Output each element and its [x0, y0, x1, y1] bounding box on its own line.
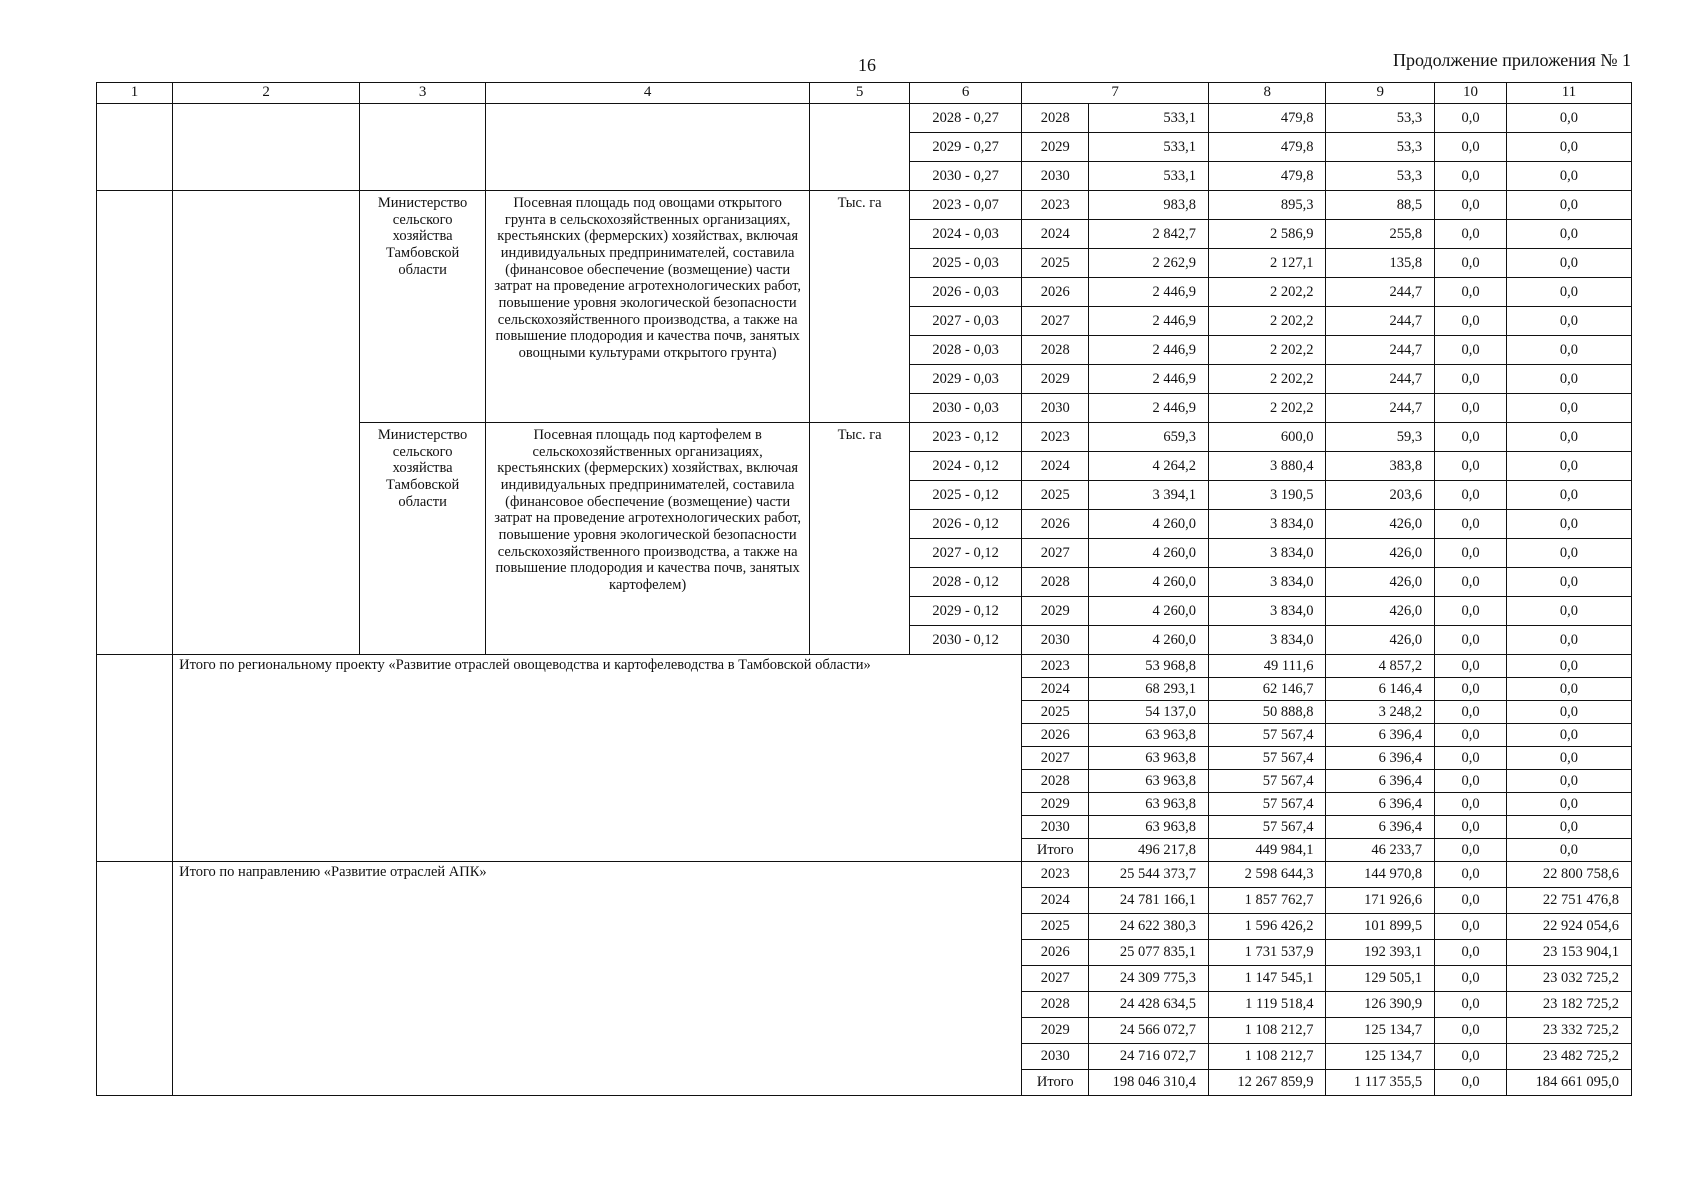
year-cell: 2027 [1022, 966, 1089, 992]
regional-cell: 6 396,4 [1326, 793, 1435, 816]
local-cell: 0,0 [1435, 568, 1507, 597]
other-cell: 0,0 [1506, 597, 1631, 626]
regional-cell: 53,3 [1326, 104, 1435, 133]
col-header-3: 3 [360, 83, 486, 104]
total-cell: 24 309 775,3 [1089, 966, 1209, 992]
cell-empty [810, 104, 910, 191]
table-row [97, 104, 1632, 133]
total-cell: 53 968,8 [1089, 655, 1209, 678]
year-cell: 2023 [1022, 862, 1089, 888]
total-direction-section [97, 862, 1632, 1096]
col-header-6: 6 [910, 83, 1022, 104]
regional-cell: 426,0 [1326, 510, 1435, 539]
plan-value-cell: 2026 - 0,03 [910, 278, 1022, 307]
regional-cell: 46 233,7 [1326, 839, 1435, 862]
federal-cell: 3 834,0 [1209, 539, 1326, 568]
regional-cell: 129 505,1 [1326, 966, 1435, 992]
indicator-cell: Посевная площадь под картофелем в сельскохозяйственных организациях, крестьянских (фермерских) хозяйствах, включая индивидуальных предпринимателей, составила (финансовое обеспечение (возмещение) части затрат на проведение агротехнологических работ, повышение уровня экологической безопасности сельскохозяйственного производства, а также на повышение плодородия и качества почв, занятых картофелем) [486, 423, 810, 655]
federal-cell: 2 202,2 [1209, 307, 1326, 336]
year-cell: 2028 [1022, 568, 1089, 597]
federal-cell: 2 202,2 [1209, 365, 1326, 394]
col-header-10: 10 [1435, 83, 1507, 104]
plan-value-cell: 2030 - 0,12 [910, 626, 1022, 655]
federal-cell: 1 108 212,7 [1209, 1044, 1326, 1070]
cell-empty [360, 104, 486, 191]
plan-value-cell: 2026 - 0,12 [910, 510, 1022, 539]
total-cell: 2 446,9 [1089, 307, 1209, 336]
other-cell: 23 153 904,1 [1506, 940, 1631, 966]
regional-cell: 53,3 [1326, 162, 1435, 191]
plan-value-cell: 2029 - 0,12 [910, 597, 1022, 626]
other-cell: 23 032 725,2 [1506, 966, 1631, 992]
other-cell: 0,0 [1506, 626, 1631, 655]
col-header-4: 4 [486, 83, 810, 104]
local-cell: 0,0 [1435, 220, 1507, 249]
plan-value-cell: 2025 - 0,03 [910, 249, 1022, 278]
regional-cell: 6 396,4 [1326, 816, 1435, 839]
unit-cell: Тыс. га [810, 423, 910, 655]
local-cell: 0,0 [1435, 839, 1507, 862]
total-cell: 24 566 072,7 [1089, 1018, 1209, 1044]
local-cell: 0,0 [1435, 597, 1507, 626]
total-cell: 63 963,8 [1089, 816, 1209, 839]
federal-cell: 2 586,9 [1209, 220, 1326, 249]
federal-cell: 895,3 [1209, 191, 1326, 220]
total-cell: 24 428 634,5 [1089, 992, 1209, 1018]
total-project-label: Итого по региональному проекту «Развитие отраслей овощеводства и картофелеводства в Тамбовской области» [173, 655, 1022, 862]
year-cell: 2025 [1022, 481, 1089, 510]
col-header-2: 2 [173, 83, 360, 104]
regional-cell: 135,8 [1326, 249, 1435, 278]
regional-cell: 3 248,2 [1326, 701, 1435, 724]
col-header-7: 7 [1022, 83, 1209, 104]
other-cell: 0,0 [1506, 816, 1631, 839]
total-cell: 2 446,9 [1089, 336, 1209, 365]
other-cell: 23 482 725,2 [1506, 1044, 1631, 1070]
other-cell: 0,0 [1506, 793, 1631, 816]
other-cell: 0,0 [1506, 747, 1631, 770]
local-cell: 0,0 [1435, 1044, 1507, 1070]
total-project-section [97, 655, 1632, 862]
table-row [97, 191, 1632, 220]
federal-cell: 1 731 537,9 [1209, 940, 1326, 966]
total-cell: 63 963,8 [1089, 793, 1209, 816]
other-cell: 0,0 [1506, 724, 1631, 747]
table-row [97, 655, 1632, 678]
local-cell: 0,0 [1435, 770, 1507, 793]
unit-cell: Тыс. га [810, 191, 910, 423]
regional-cell: 203,6 [1326, 481, 1435, 510]
year-cell: 2023 [1022, 655, 1089, 678]
federal-cell: 2 202,2 [1209, 278, 1326, 307]
cell-empty [97, 862, 173, 1096]
total-cell: 2 446,9 [1089, 394, 1209, 423]
local-cell: 0,0 [1435, 862, 1507, 888]
year-cell: 2027 [1022, 539, 1089, 568]
regional-cell: 4 857,2 [1326, 655, 1435, 678]
local-cell: 0,0 [1435, 365, 1507, 394]
federal-cell: 3 834,0 [1209, 568, 1326, 597]
cell-empty [173, 104, 360, 191]
federal-cell: 12 267 859,9 [1209, 1070, 1326, 1096]
year-cell: 2025 [1022, 249, 1089, 278]
local-cell: 0,0 [1435, 481, 1507, 510]
total-cell: 68 293,1 [1089, 678, 1209, 701]
local-cell: 0,0 [1435, 162, 1507, 191]
other-cell: 23 332 725,2 [1506, 1018, 1631, 1044]
year-cell: 2026 [1022, 940, 1089, 966]
cell-empty [486, 104, 810, 191]
regional-cell: 192 393,1 [1326, 940, 1435, 966]
other-cell: 22 924 054,6 [1506, 914, 1631, 940]
total-cell: 4 260,0 [1089, 539, 1209, 568]
year-cell: 2024 [1022, 220, 1089, 249]
col-header-8: 8 [1209, 83, 1326, 104]
regional-cell: 244,7 [1326, 365, 1435, 394]
other-cell: 0,0 [1506, 452, 1631, 481]
other-cell: 22 800 758,6 [1506, 862, 1631, 888]
regional-cell: 6 146,4 [1326, 678, 1435, 701]
federal-cell: 57 567,4 [1209, 747, 1326, 770]
local-cell: 0,0 [1435, 626, 1507, 655]
total-cell: 2 446,9 [1089, 278, 1209, 307]
cell-empty [173, 191, 360, 655]
year-cell: 2029 [1022, 597, 1089, 626]
federal-cell: 479,8 [1209, 133, 1326, 162]
year-cell: 2030 [1022, 816, 1089, 839]
total-cell: 533,1 [1089, 104, 1209, 133]
year-cell: 2026 [1022, 278, 1089, 307]
federal-cell: 50 888,8 [1209, 701, 1326, 724]
regional-cell: 171 926,6 [1326, 888, 1435, 914]
local-cell: 0,0 [1435, 1070, 1507, 1096]
col-header-9: 9 [1326, 83, 1435, 104]
year-cell: 2025 [1022, 701, 1089, 724]
other-cell: 0,0 [1506, 307, 1631, 336]
budget-table [96, 82, 1632, 1096]
local-cell: 0,0 [1435, 191, 1507, 220]
local-cell: 0,0 [1435, 747, 1507, 770]
other-cell: 0,0 [1506, 249, 1631, 278]
federal-cell: 57 567,4 [1209, 724, 1326, 747]
regional-cell: 383,8 [1326, 452, 1435, 481]
total-cell: 4 260,0 [1089, 626, 1209, 655]
year-cell: 2025 [1022, 914, 1089, 940]
regional-cell: 126 390,9 [1326, 992, 1435, 1018]
year-cell: 2026 [1022, 724, 1089, 747]
other-cell: 0,0 [1506, 539, 1631, 568]
year-cell: 2023 [1022, 423, 1089, 452]
regional-cell: 6 396,4 [1326, 724, 1435, 747]
plan-value-cell: 2030 - 0,03 [910, 394, 1022, 423]
plan-value-cell: 2023 - 0,12 [910, 423, 1022, 452]
federal-cell: 2 598 644,3 [1209, 862, 1326, 888]
other-cell: 0,0 [1506, 278, 1631, 307]
total-cell: 983,8 [1089, 191, 1209, 220]
total-cell: 2 842,7 [1089, 220, 1209, 249]
ministry-cell: Министерство сельского хозяйства Тамбовской области [360, 423, 486, 655]
total-cell: 198 046 310,4 [1089, 1070, 1209, 1096]
other-cell: 0,0 [1506, 162, 1631, 191]
year-cell: 2027 [1022, 307, 1089, 336]
federal-cell: 479,8 [1209, 104, 1326, 133]
federal-cell: 2 202,2 [1209, 336, 1326, 365]
regional-cell: 125 134,7 [1326, 1044, 1435, 1070]
cell-empty [97, 655, 173, 862]
year-cell: 2024 [1022, 678, 1089, 701]
total-cell: 496 217,8 [1089, 839, 1209, 862]
total-cell: 25 544 373,7 [1089, 862, 1209, 888]
regional-cell: 1 117 355,5 [1326, 1070, 1435, 1096]
total-cell: 25 077 835,1 [1089, 940, 1209, 966]
year-cell: 2029 [1022, 1018, 1089, 1044]
year-cell: 2028 [1022, 770, 1089, 793]
plan-value-cell: 2028 - 0,12 [910, 568, 1022, 597]
regional-cell: 88,5 [1326, 191, 1435, 220]
year-cell: 2030 [1022, 394, 1089, 423]
local-cell: 0,0 [1435, 133, 1507, 162]
total-cell: 4 264,2 [1089, 452, 1209, 481]
year-cell: Итого [1022, 1070, 1089, 1096]
regional-cell: 244,7 [1326, 307, 1435, 336]
other-cell: 0,0 [1506, 365, 1631, 394]
regional-cell: 53,3 [1326, 133, 1435, 162]
regional-cell: 6 396,4 [1326, 747, 1435, 770]
federal-cell: 57 567,4 [1209, 770, 1326, 793]
local-cell: 0,0 [1435, 249, 1507, 278]
year-cell: 2024 [1022, 452, 1089, 481]
cell-empty [97, 104, 173, 191]
local-cell: 0,0 [1435, 452, 1507, 481]
federal-cell: 1 147 545,1 [1209, 966, 1326, 992]
year-cell: 2029 [1022, 133, 1089, 162]
total-cell: 3 394,1 [1089, 481, 1209, 510]
year-cell: 2028 [1022, 336, 1089, 365]
regional-cell: 125 134,7 [1326, 1018, 1435, 1044]
other-cell: 0,0 [1506, 678, 1631, 701]
federal-cell: 2 127,1 [1209, 249, 1326, 278]
year-cell: Итого [1022, 839, 1089, 862]
federal-cell: 3 880,4 [1209, 452, 1326, 481]
local-cell: 0,0 [1435, 394, 1507, 423]
local-cell: 0,0 [1435, 510, 1507, 539]
other-cell: 0,0 [1506, 133, 1631, 162]
total-cell: 24 781 166,1 [1089, 888, 1209, 914]
local-cell: 0,0 [1435, 678, 1507, 701]
other-cell: 0,0 [1506, 481, 1631, 510]
local-cell: 0,0 [1435, 966, 1507, 992]
total-cell: 63 963,8 [1089, 747, 1209, 770]
plan-value-cell: 2029 - 0,03 [910, 365, 1022, 394]
regional-cell: 244,7 [1326, 336, 1435, 365]
federal-cell: 3 834,0 [1209, 597, 1326, 626]
indicator-cell: Посевная площадь под овощами открытого грунта в сельскохозяйственных организациях, крестьянских (фермерских) хозяйствах, включая индивидуальных предпринимателей, составила (финансовое обеспечение (возмещение) части затрат на проведение агротехнологических работ, повышение уровня экологической безопасности сельскохозяйственного производства, а также на повышение плодородия и качества почв, занятых овощными культурами открытого грунта) [486, 191, 810, 423]
federal-cell: 1 857 762,7 [1209, 888, 1326, 914]
other-cell: 0,0 [1506, 423, 1631, 452]
plan-value-cell: 2024 - 0,03 [910, 220, 1022, 249]
local-cell: 0,0 [1435, 307, 1507, 336]
other-cell: 0,0 [1506, 839, 1631, 862]
year-cell: 2030 [1022, 626, 1089, 655]
local-cell: 0,0 [1435, 724, 1507, 747]
appendix-continuation: Продолжение приложения № 1 [1392, 50, 1631, 70]
federal-cell: 479,8 [1209, 162, 1326, 191]
col-header-11: 11 [1506, 83, 1631, 104]
federal-cell: 3 190,5 [1209, 481, 1326, 510]
total-cell: 63 963,8 [1089, 724, 1209, 747]
other-cell: 0,0 [1506, 220, 1631, 249]
local-cell: 0,0 [1435, 992, 1507, 1018]
local-cell: 0,0 [1435, 655, 1507, 678]
total-cell: 2 262,9 [1089, 249, 1209, 278]
year-cell: 2023 [1022, 191, 1089, 220]
total-cell: 659,3 [1089, 423, 1209, 452]
plan-value-cell: 2024 - 0,12 [910, 452, 1022, 481]
local-cell: 0,0 [1435, 336, 1507, 365]
regional-cell: 59,3 [1326, 423, 1435, 452]
regional-cell: 426,0 [1326, 626, 1435, 655]
local-cell: 0,0 [1435, 278, 1507, 307]
table-body-blocks [97, 104, 1632, 655]
total-cell: 2 446,9 [1089, 365, 1209, 394]
regional-cell: 101 899,5 [1326, 914, 1435, 940]
plan-value-cell: 2028 - 0,27 [910, 104, 1022, 133]
federal-cell: 1 596 426,2 [1209, 914, 1326, 940]
regional-cell: 255,8 [1326, 220, 1435, 249]
other-cell: 0,0 [1506, 104, 1631, 133]
total-cell: 4 260,0 [1089, 510, 1209, 539]
federal-cell: 3 834,0 [1209, 626, 1326, 655]
local-cell: 0,0 [1435, 701, 1507, 724]
total-direction-label: Итого по направлению «Развитие отраслей АПК» [173, 862, 1022, 1096]
ministry-cell: Министерство сельского хозяйства Тамбовской области [360, 191, 486, 423]
year-cell: 2029 [1022, 365, 1089, 394]
column-number-row [97, 83, 1632, 104]
page-number: 16 [858, 55, 876, 75]
federal-cell: 2 202,2 [1209, 394, 1326, 423]
year-cell: 2026 [1022, 510, 1089, 539]
other-cell: 0,0 [1506, 701, 1631, 724]
other-cell: 0,0 [1506, 655, 1631, 678]
other-cell: 0,0 [1506, 336, 1631, 365]
other-cell: 184 661 095,0 [1506, 1070, 1631, 1096]
regional-cell: 244,7 [1326, 394, 1435, 423]
total-cell: 533,1 [1089, 162, 1209, 191]
local-cell: 0,0 [1435, 914, 1507, 940]
total-cell: 63 963,8 [1089, 770, 1209, 793]
other-cell: 0,0 [1506, 770, 1631, 793]
plan-value-cell: 2030 - 0,27 [910, 162, 1022, 191]
local-cell: 0,0 [1435, 423, 1507, 452]
total-cell: 4 260,0 [1089, 597, 1209, 626]
plan-value-cell: 2025 - 0,12 [910, 481, 1022, 510]
plan-value-cell: 2027 - 0,03 [910, 307, 1022, 336]
plan-value-cell: 2028 - 0,03 [910, 336, 1022, 365]
year-cell: 2027 [1022, 747, 1089, 770]
plan-value-cell: 2023 - 0,07 [910, 191, 1022, 220]
federal-cell: 49 111,6 [1209, 655, 1326, 678]
year-cell: 2024 [1022, 888, 1089, 914]
federal-cell: 1 108 212,7 [1209, 1018, 1326, 1044]
federal-cell: 3 834,0 [1209, 510, 1326, 539]
col-header-5: 5 [810, 83, 910, 104]
table-row [97, 862, 1632, 888]
federal-cell: 57 567,4 [1209, 793, 1326, 816]
other-cell: 0,0 [1506, 394, 1631, 423]
other-cell: 0,0 [1506, 568, 1631, 597]
total-cell: 24 622 380,3 [1089, 914, 1209, 940]
regional-cell: 426,0 [1326, 539, 1435, 568]
other-cell: 0,0 [1506, 191, 1631, 220]
federal-cell: 62 146,7 [1209, 678, 1326, 701]
col-header-1: 1 [97, 83, 173, 104]
regional-cell: 426,0 [1326, 568, 1435, 597]
local-cell: 0,0 [1435, 940, 1507, 966]
total-cell: 24 716 072,7 [1089, 1044, 1209, 1070]
year-cell: 2030 [1022, 1044, 1089, 1070]
other-cell: 0,0 [1506, 510, 1631, 539]
total-cell: 54 137,0 [1089, 701, 1209, 724]
plan-value-cell: 2029 - 0,27 [910, 133, 1022, 162]
federal-cell: 600,0 [1209, 423, 1326, 452]
total-cell: 533,1 [1089, 133, 1209, 162]
plan-value-cell: 2027 - 0,12 [910, 539, 1022, 568]
regional-cell: 244,7 [1326, 278, 1435, 307]
year-cell: 2029 [1022, 793, 1089, 816]
local-cell: 0,0 [1435, 888, 1507, 914]
federal-cell: 57 567,4 [1209, 816, 1326, 839]
regional-cell: 144 970,8 [1326, 862, 1435, 888]
other-cell: 22 751 476,8 [1506, 888, 1631, 914]
local-cell: 0,0 [1435, 539, 1507, 568]
local-cell: 0,0 [1435, 816, 1507, 839]
other-cell: 23 182 725,2 [1506, 992, 1631, 1018]
regional-cell: 6 396,4 [1326, 770, 1435, 793]
local-cell: 0,0 [1435, 104, 1507, 133]
local-cell: 0,0 [1435, 1018, 1507, 1044]
year-cell: 2028 [1022, 992, 1089, 1018]
year-cell: 2028 [1022, 104, 1089, 133]
local-cell: 0,0 [1435, 793, 1507, 816]
total-cell: 4 260,0 [1089, 568, 1209, 597]
federal-cell: 449 984,1 [1209, 839, 1326, 862]
year-cell: 2030 [1022, 162, 1089, 191]
regional-cell: 426,0 [1326, 597, 1435, 626]
cell-empty [97, 191, 173, 655]
federal-cell: 1 119 518,4 [1209, 992, 1326, 1018]
